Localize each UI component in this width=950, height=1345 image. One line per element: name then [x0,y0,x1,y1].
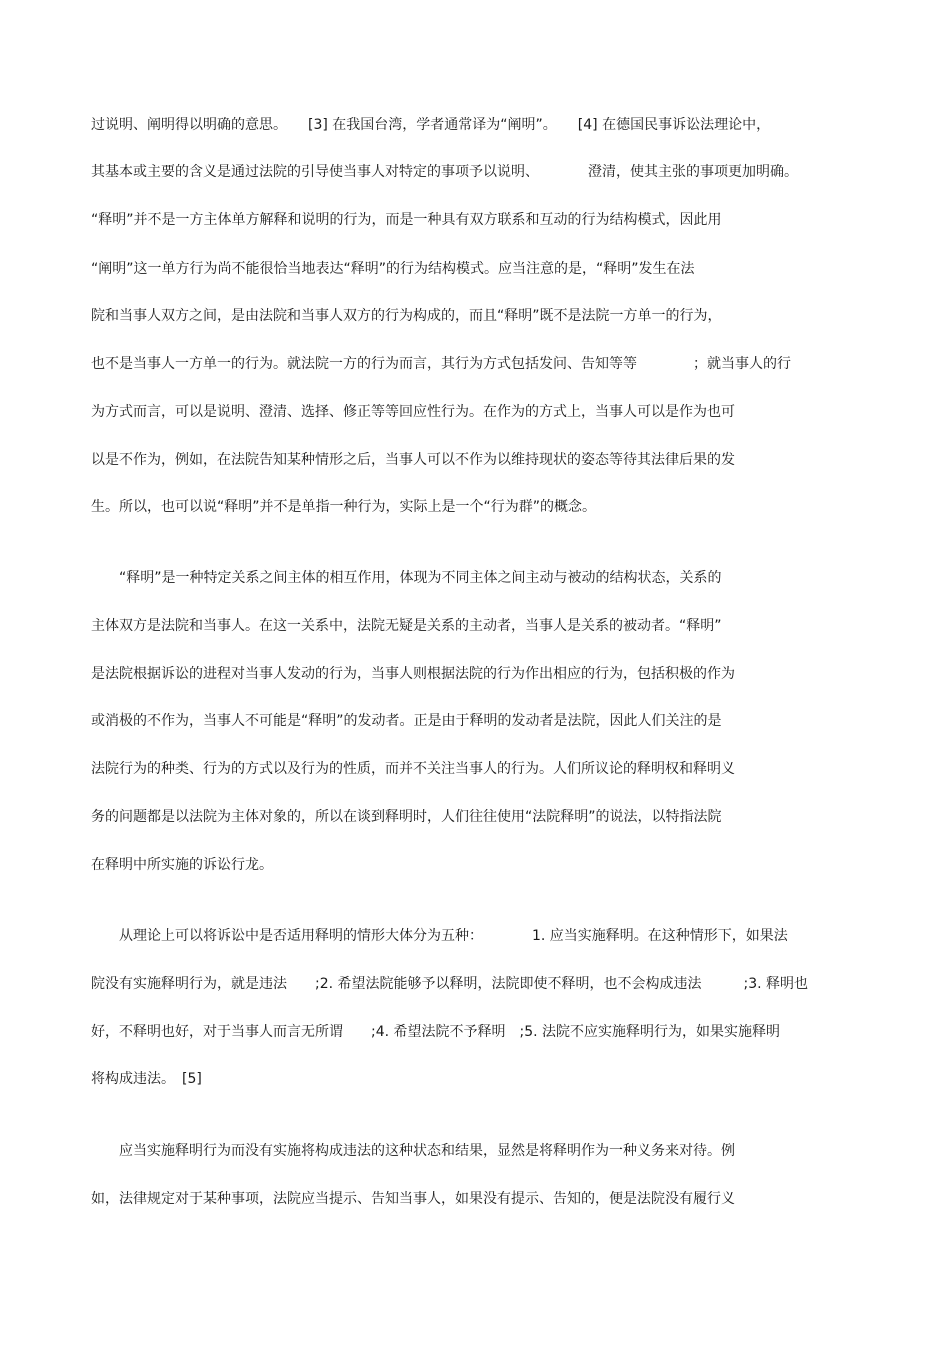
text-line: 从理论上可以将诉讼中是否适用释明的情形大体分为五种： 1. 应当实施释明。在这种情形下，如果法 [91,928,788,944]
text-line: 也不是当事人一方单一的行为。就法院一方的行为而言，其行为方式包括发问、告知等等 ；就当事人的行 [91,356,791,372]
text-line: 过说明、阐明得以明确的意思。 [3] 在我国台湾，学者通常译为“阐明”。 [4] 在德国民事诉讼法理论中， [91,117,771,133]
text-line: 主体双方是法院和当事人。在这一关系中，法院无疑是关系的主动者，当事人是关系的被动者。“释明” [91,618,722,634]
text-line: 生。所以，也可以说“释明”并不是单指一种行为，实际上是一个“行为群”的概念。 [91,499,597,515]
text-line: 好，不释明也好，对于当事人而言无所谓 ;4. 希望法院不予释明 ;5. 法院不应实施释明行为，如果实施释明 [91,1024,781,1040]
text-line: 院和当事人双方之间，是由法院和当事人双方的行为构成的，而且“释明”既不是法院一方单一的行为， [91,308,722,324]
text-line: “释明”并不是一方主体单方解释和说明的行为，而是一种具有双方联系和互动的行为结构模式，因此用 [91,212,722,228]
text-line: “释明”是一种特定关系之间主体的相互作用，体现为不同主体之间主动与被动的结构状态，关系的 [91,570,722,586]
text-line: 将构成违法。 [5] [91,1071,202,1087]
text-line: 为方式而言，可以是说明、澄清、选择、修正等等回应性行为。在作为的方式上，当事人可以是作为也可 [91,404,735,420]
text-line: 务的问题都是以法院为主体对象的，所以在谈到释明时，人们往往使用“法院释明”的说法，以特指法院 [91,809,722,825]
text-line: 是法院根据诉讼的进程对当事人发动的行为，当事人则根据法院的行为作出相应的行为，包括积极的作为 [91,666,735,682]
text-line: 法院行为的种类、行为的方式以及行为的性质，而并不关注当事人的行为。人们所议论的释明权和释明义 [91,761,735,777]
text-line: 如，法律规定对于某种事项，法院应当提示、告知当事人，如果没有提示、告知的，便是法院没有履行义 [91,1191,735,1207]
text-line: 在释明中所实施的诉讼行龙。 [91,857,273,873]
text-line: 或消极的不作为，当事人不可能是“释明”的发动者。正是由于释明的发动者是法院，因此人们关注的是 [91,713,722,729]
text-line: 其基本或主要的含义是通过法院的引导使当事人对特定的事项予以说明、 澄清，使其主张的事项更加明确。 [91,164,798,180]
text-line: 以是不作为，例如，在法院告知某种情形之后，当事人可以不作为以维持现状的姿态等待其法律后果的发 [91,452,735,468]
text-line: “阐明”这一单方行为尚不能很恰当地表达“释明”的行为结构模式。应当注意的是，“释明”发生在法 [91,261,695,277]
text-line: 院没有实施释明行为，就是违法 ;2. 希望法院能够予以释明，法院即使不释明，也不会构成违法 ;3. 释明也 [91,976,809,992]
text-line: 应当实施释明行为而没有实施将构成违法的这种状态和结果，显然是将释明作为一种义务来对待。例 [91,1143,735,1159]
